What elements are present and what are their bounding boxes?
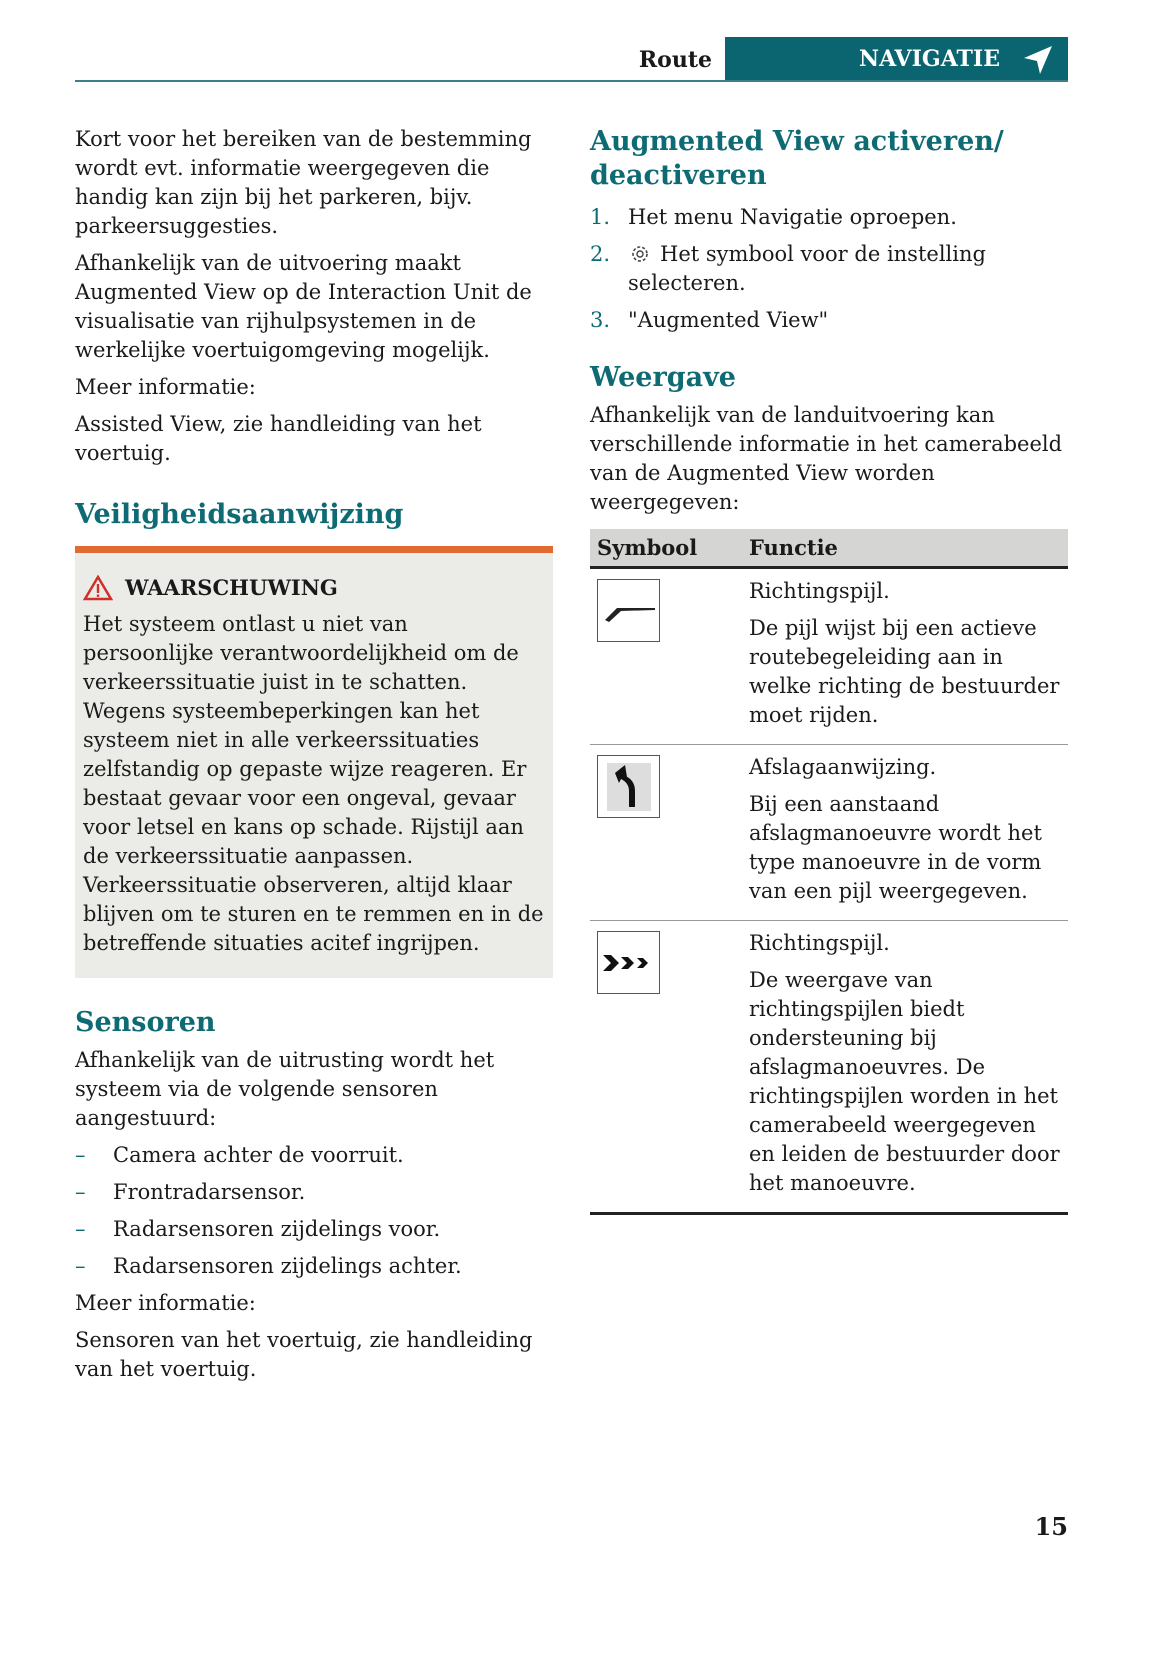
table-row: Afslagaanwijzing. Bij een aanstaand afslagmanoeuvre wordt het type manoeuvre in de vorm van een pijl weergegeven. [590, 745, 1068, 921]
paragraph: Assisted View, zie handleiding van het voertuig. [75, 412, 482, 465]
right-column [590, 125, 1068, 1215]
table-row: Richtingspijl. De pijl wijst bij een actieve routebegeleiding aan in welke richting de bestuurder moet rijden. [590, 568, 1068, 745]
sensors-heading: Sensoren [75, 1007, 216, 1038]
direction-arrow-icon [601, 596, 657, 626]
section-title: Route [638, 47, 712, 73]
page-number: 15 [1034, 1512, 1068, 1541]
chapter-tab [725, 37, 1068, 82]
list-item: 2. Het symbool voor de instelling selecteren. [590, 242, 986, 295]
list-item: 3. "Augmented View" [590, 308, 829, 332]
activate-heading: Augmented View activeren/ deactiveren [590, 126, 1004, 191]
table-row: Richtingspijl. De weergave van richtingspijlen biedt ondersteuning bij afslagmanoeuvres. De richtingspijlen worden in het camerabeeld weergegeven en leiden de bestuurder door het manoeuvre. [590, 921, 1068, 1214]
paragraph: Afhankelijk van de landuitvoering kan verschillende informatie in het camerabeeld van de Augmented View worden weergegeven: [590, 403, 1063, 514]
safety-heading: Veiligheidsaanwijzing [75, 499, 404, 530]
warning-box [75, 546, 553, 978]
header-divider [75, 80, 1068, 82]
list-item: – Camera achter de voorruit. [75, 1143, 404, 1167]
chapter-title: NAVIGATIE [858, 46, 1000, 72]
warning-title: WAARSCHUWING [125, 575, 338, 600]
paragraph: Afhankelijk van de uitrusting wordt het systeem via de volgende sensoren aangestuurd: [75, 1048, 495, 1130]
column-header: Symbool [590, 529, 742, 568]
paragraph: Sensoren van het voertuig, zie handleiding van het voertuig. [75, 1328, 533, 1381]
steps-list [590, 203, 1068, 335]
warning-text: Het systeem ontlast u niet van persoonlijke verantwoordelijkheid om de verkeerssituatie juist in te schatten. Wegens systeembeperkingen kan het systeem niet in alle verkeerssituaties zelfstandig op gepaste wijze reageren. Er bestaat gevaar voor een ongeval, gevaar voor letsel en kans op schade. Rijstijl aan de verkeerssituatie aanpassen. Verkeerssituatie observeren, altijd klaar blijven om te sturen en te remmen en in de betreffende situaties acitef ingrijpen. [83, 612, 544, 955]
sensor-list [75, 1141, 553, 1281]
symbol-table [590, 529, 1068, 1215]
paragraph: Meer informatie: [75, 375, 256, 399]
navigation-arrow-icon [1022, 44, 1054, 76]
paragraph: Meer informatie: [75, 1291, 256, 1315]
list-item: – Radarsensoren zijdelings achter. [75, 1254, 462, 1278]
display-heading: Weergave [590, 362, 736, 393]
column-header: Functie [742, 529, 1068, 568]
chevron-arrows-icon [601, 951, 657, 975]
turn-indicator-icon [603, 759, 655, 815]
list-item: 1. Het menu Navigatie oproepen. [590, 205, 957, 229]
list-item: – Frontradarsensor. [75, 1180, 306, 1204]
left-column [75, 125, 553, 1392]
gear-icon [628, 242, 652, 266]
warning-icon [83, 575, 113, 601]
paragraph: Kort voor het bereiken van de bestemming wordt evt. informatie weergegeven die handig kan zijn bij het parkeren, bijv. parkeersuggesties. [75, 127, 532, 238]
paragraph: Afhankelijk van de uitvoering maakt Augmented View op de Interaction Unit de visualisatie van rijhulpsystemen in de werkelijke voertuigomgeving mogelijk. [75, 251, 532, 362]
list-item: – Radarsensoren zijdelings voor. [75, 1217, 441, 1241]
